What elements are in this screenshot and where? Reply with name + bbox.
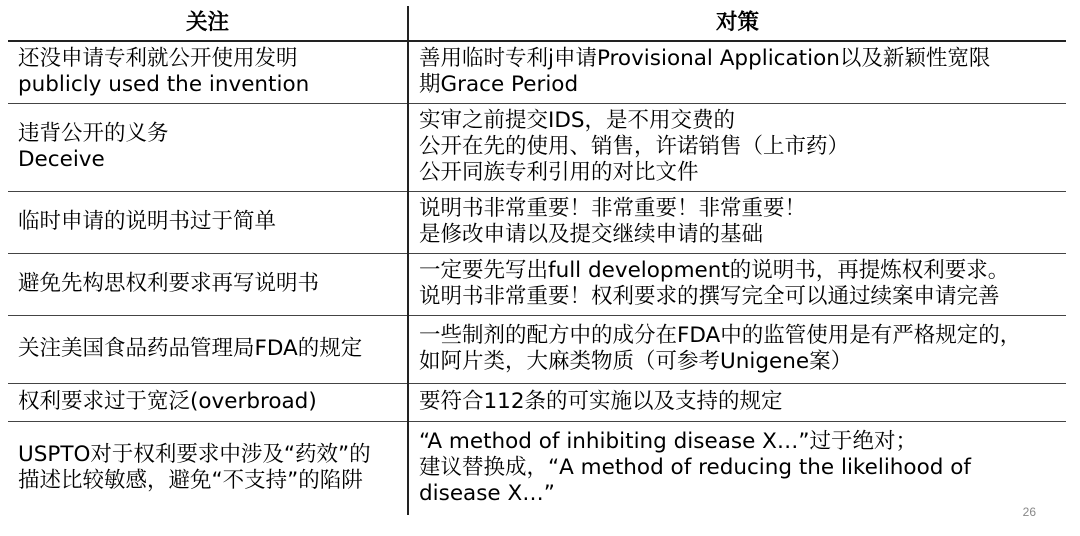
measure-line: 期Grace Period: [419, 72, 579, 98]
concern-line: USPTO对于权利要求中涉及“药效”的: [18, 442, 371, 468]
measure-line: 善用临时专利j申请Provisional Application以及新颖性宽限: [419, 46, 991, 72]
table-row: [8, 191, 1066, 253]
measure-cell: [408, 421, 1066, 515]
concern-cell: [8, 421, 408, 515]
concern-cell: [8, 383, 408, 421]
measure-line: 是修改申请以及提交继续申请的基础: [419, 222, 764, 247]
measure-line: 一定要先写出full development的说明书，再提炼权利要求。: [419, 258, 1010, 283]
table-row: [8, 103, 1066, 191]
measure-line: 一些制剂的配方中的成分在FDA中的监管使用是有严格规定的，: [419, 323, 1022, 348]
measure-line: disease X…”: [419, 481, 555, 507]
header-measure: 对策: [408, 6, 1066, 41]
concern-line: 关注美国食品药品管理局FDA的规定: [18, 336, 363, 361]
measure-line: 如阿片类，大麻类物质（可参考Unigene案）: [419, 349, 853, 374]
header-concern: 关注: [8, 6, 408, 41]
concern-line: 避免先构思权利要求再写说明书: [18, 271, 320, 296]
concern-cell: [8, 41, 408, 103]
concern-line: 描述比较敏感，避免“不支持”的陷阱: [18, 468, 363, 494]
measure-cell: [408, 41, 1066, 103]
concern-cell: [8, 103, 408, 191]
concern-line: 违背公开的义务: [18, 121, 169, 146]
concern-line: 还没申请专利就公开使用发明: [18, 46, 298, 72]
measure-line: 说明书非常重要！权利要求的撰写完全可以通过续案申请完善: [419, 284, 1000, 309]
measure-line: 公开在先的使用、销售，许诺销售（上市药）: [419, 134, 850, 159]
header-row: [8, 6, 1066, 41]
table-row: [8, 253, 1066, 315]
measure-cell: [408, 191, 1066, 253]
concerns-table: [8, 6, 1066, 515]
table-row: [8, 383, 1066, 421]
concern-line: publicly used the invention: [18, 72, 310, 98]
measure-line: 实审之前提交IDS，是不用交费的: [419, 108, 736, 133]
concern-cell: [8, 253, 408, 315]
table-row: [8, 41, 1066, 103]
table-row: [8, 315, 1066, 383]
concern-line: 权利要求过于宽泛(overbroad): [18, 389, 317, 414]
measure-line: 说明书非常重要！非常重要！非常重要！: [419, 196, 807, 221]
concern-line: Deceive: [18, 147, 105, 172]
measure-line: “A method of inhibiting disease X…”过于绝对；: [419, 429, 918, 455]
concern-cell: [8, 315, 408, 383]
measure-line: 要符合112条的可实施以及支持的规定: [419, 389, 783, 414]
measure-cell: [408, 253, 1066, 315]
page-number: 26: [1022, 505, 1036, 519]
measure-cell: [408, 383, 1066, 421]
concern-line: 临时申请的说明书过于简单: [18, 209, 277, 234]
measure-line: 建议替换成，“A method of reducing the likelihood of: [419, 455, 971, 481]
measure-cell: [408, 315, 1066, 383]
measure-line: 公开同族专利引用的对比文件: [419, 160, 699, 185]
table-row: [8, 421, 1066, 515]
concern-cell: [8, 191, 408, 253]
measure-cell: [408, 103, 1066, 191]
